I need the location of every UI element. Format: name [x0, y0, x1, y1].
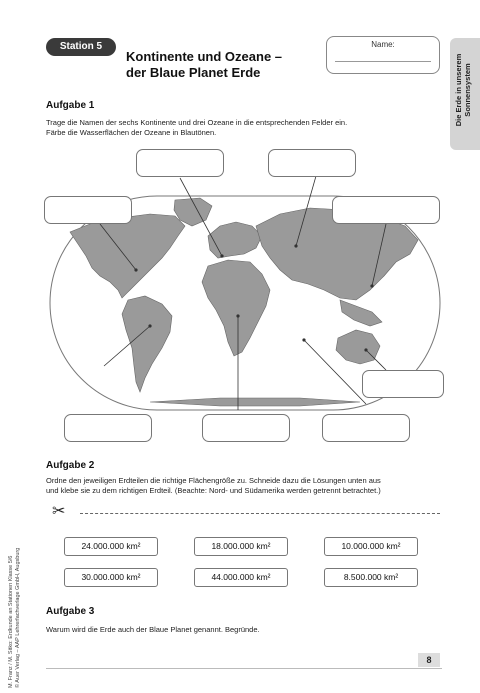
scissors-icon: ✂: [52, 503, 66, 520]
task2-line-1: Ordne den jeweiligen Erdteilen die richtige Flächengröße zu. Schneide dazu die Lösungen unten aus: [46, 476, 381, 485]
credit-text: [8, 548, 22, 688]
answer-box-2[interactable]: [268, 149, 356, 177]
area-card-4[interactable]: 30.000.000 km²: [64, 568, 158, 587]
task3-heading: Aufgabe 3: [46, 606, 95, 617]
footer-divider: [46, 668, 442, 669]
arrow-head-2: [134, 268, 137, 271]
answer-box-4[interactable]: [332, 196, 440, 224]
arrow-head-6: [236, 314, 239, 317]
task1-heading: Aufgabe 1: [46, 100, 95, 111]
arrow-head-4: [370, 284, 373, 287]
answer-box-6[interactable]: [64, 414, 152, 442]
title-line-1: Kontinente und Ozeane –: [126, 49, 283, 64]
area-card-5[interactable]: 44.000.000 km²: [194, 568, 288, 587]
name-label: Name:: [371, 40, 395, 49]
credit-line-1: M. Franz / M. Sitko: Erdkunde an Stationen Klasse 5/6: [8, 555, 14, 688]
arrow-head-7: [302, 338, 305, 341]
cut-line: [80, 513, 440, 514]
task3-question: Warum wird die Erde auch der Blaue Planet genannt. Begründe.: [46, 625, 260, 634]
chapter-tab-line-1: Die Erde in unserem: [454, 53, 463, 127]
station-badge: Station 5: [46, 38, 116, 56]
area-card-3[interactable]: 10.000.000 km²: [324, 537, 418, 556]
answer-box-1[interactable]: [136, 149, 224, 177]
arrow-head-8: [364, 348, 367, 351]
task2-instructions: [46, 476, 446, 496]
task1-line-1: Trage die Namen der sechs Kontinente und drei Ozeane in die entsprechenden Felder ein.: [46, 118, 348, 127]
task2-line-2: und klebe sie zu dem richtigen Erdteil. (Beachte: Nord- und Südamerika werden getrennt betrachtet.): [46, 486, 381, 495]
chapter-tab-line-2: Sonnensystem: [463, 63, 472, 117]
arrow-head-5: [148, 324, 151, 327]
arrow-head-3: [294, 244, 297, 247]
task1-line-2: Färbe die Wasserflächen der Ozeane in Blautönen.: [46, 128, 217, 137]
area-card-2[interactable]: 18.000.000 km²: [194, 537, 288, 556]
page-number: 8: [418, 653, 440, 667]
answer-box-5[interactable]: [362, 370, 444, 398]
answer-box-3[interactable]: [44, 196, 132, 224]
task2-heading: Aufgabe 2: [46, 460, 95, 471]
credit-line-2: © Auer Verlag – AAP Lehrerfachverlage GmbH, Augsburg: [15, 547, 21, 688]
area-card-6[interactable]: 8.500.000 km²: [324, 568, 418, 587]
answer-box-7[interactable]: [202, 414, 290, 442]
answer-box-8[interactable]: [322, 414, 410, 442]
area-card-1[interactable]: 24.000.000 km²: [64, 537, 158, 556]
title-line-2: der Blaue Planet Erde: [126, 65, 261, 80]
arrow-head-1: [220, 254, 223, 257]
